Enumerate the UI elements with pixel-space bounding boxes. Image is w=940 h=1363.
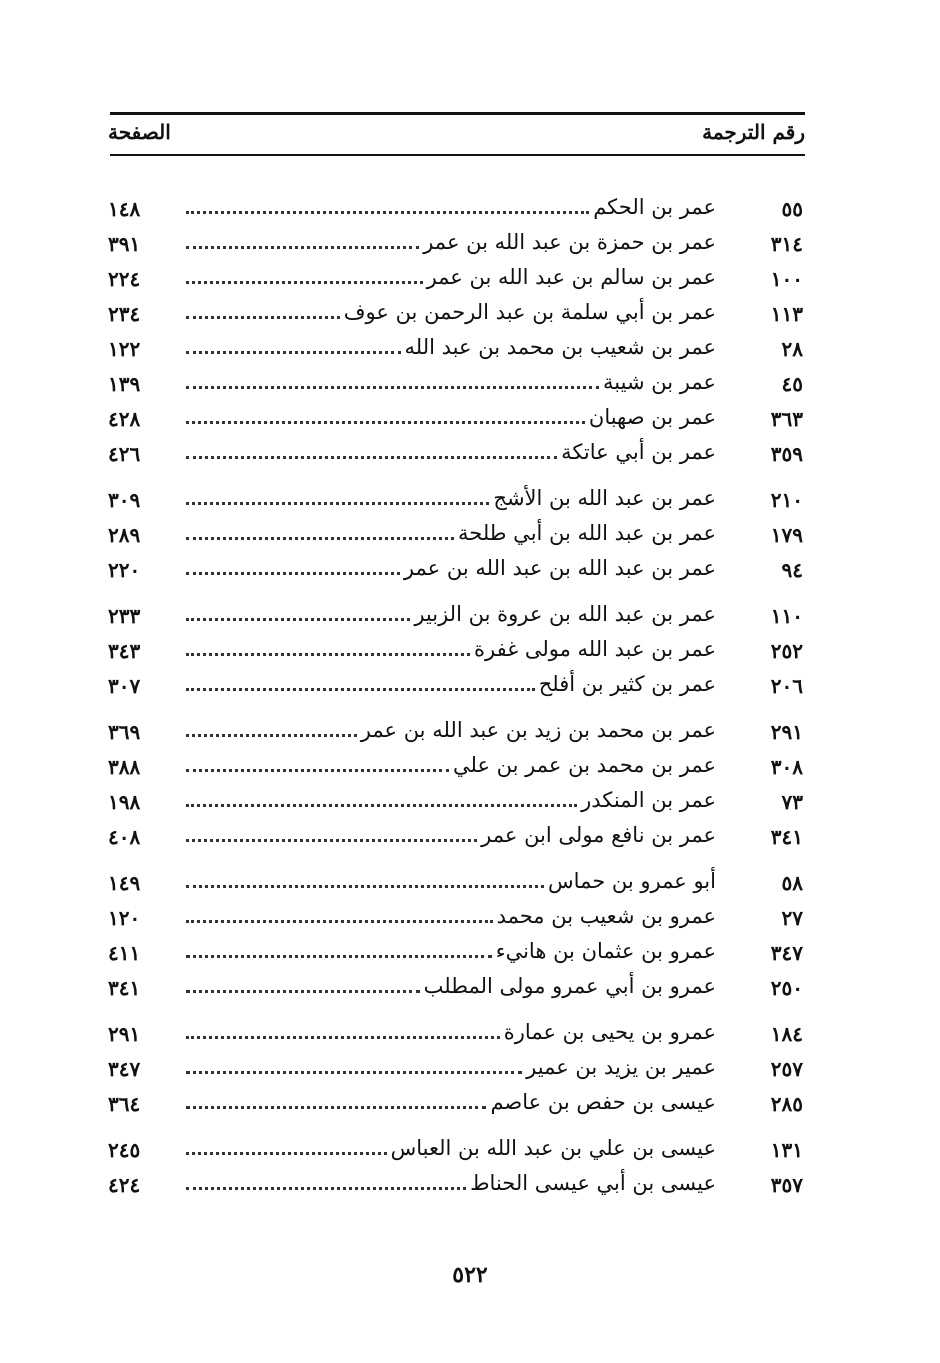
entry-name: عيسى بن أبي عيسى الحناط xyxy=(470,1171,716,1195)
dot-leader xyxy=(186,502,489,505)
entry-group xyxy=(0,193,940,473)
entry-number: ٢٥٢ xyxy=(770,639,803,663)
entry-name: عمر بن أبي عاتكة xyxy=(561,440,716,464)
entry-name-line xyxy=(186,1090,716,1114)
entry-page: ١٤٩ xyxy=(108,871,141,895)
dot-leader xyxy=(186,1036,500,1039)
entry-page: ٢٣٣ xyxy=(108,604,141,628)
index-entries xyxy=(0,193,940,1215)
entry-number: ٢٠٦ xyxy=(770,674,803,698)
dot-leader xyxy=(186,804,577,807)
index-row xyxy=(0,298,940,333)
index-row xyxy=(0,902,940,937)
index-row xyxy=(0,670,940,705)
index-row xyxy=(0,438,940,473)
index-row xyxy=(0,1018,940,1053)
entry-number: ١٧٩ xyxy=(770,523,803,547)
entry-name: عمرو بن أبي عمرو مولى المطلب xyxy=(423,974,716,998)
entry-page: ٣٤١ xyxy=(108,976,141,1000)
entry-name-line xyxy=(186,939,716,963)
dot-leader xyxy=(186,316,340,319)
index-row xyxy=(0,403,940,438)
entry-name: عمر بن صهبان xyxy=(588,405,716,429)
index-row xyxy=(0,821,940,856)
entry-name-line xyxy=(186,1020,716,1044)
entry-number: ٣٦٣ xyxy=(770,407,803,431)
index-row xyxy=(0,1088,940,1123)
entry-name: عيسى بن حفص بن عاصم xyxy=(490,1090,716,1114)
entry-number: ٣٤١ xyxy=(770,825,803,849)
entry-name-line xyxy=(186,1171,716,1195)
dot-leader xyxy=(186,421,585,424)
entry-page: ٣٨٨ xyxy=(108,755,141,779)
index-row xyxy=(0,554,940,589)
entry-name-line xyxy=(186,788,716,812)
dot-leader xyxy=(186,618,410,621)
entry-name-line xyxy=(186,335,716,359)
entry-name-line xyxy=(186,195,716,219)
entry-number: ٥٨ xyxy=(781,871,803,895)
entry-page: ٣٩١ xyxy=(108,232,141,256)
entry-number: ١١٠ xyxy=(770,604,803,628)
index-row xyxy=(0,786,940,821)
index-row xyxy=(0,751,940,786)
index-row xyxy=(0,1169,940,1204)
dot-leader xyxy=(186,990,420,993)
entry-page: ٣٤٣ xyxy=(108,639,141,663)
entry-number: ٢٥٧ xyxy=(770,1057,803,1081)
page-header: الصفحة xyxy=(108,120,171,144)
entry-name-line xyxy=(186,440,716,464)
entry-page: ١٢٠ xyxy=(108,906,141,930)
entry-name-line xyxy=(186,300,716,324)
index-row xyxy=(0,635,940,670)
entry-page: ١٤٨ xyxy=(108,197,141,221)
entry-page: ٢٣٤ xyxy=(108,302,141,326)
entry-page: ٣٤٧ xyxy=(108,1057,141,1081)
entry-group xyxy=(0,1134,940,1204)
entry-name: عمر بن عبد الله بن عبد الله بن عمر xyxy=(403,556,716,580)
entry-name: عمر بن كثير بن أفلح xyxy=(538,672,716,696)
entry-name: عمر بن عبد الله بن الأشج xyxy=(493,486,716,510)
entry-number: ٥٥ xyxy=(781,197,803,221)
dot-leader xyxy=(186,769,449,772)
dot-leader xyxy=(186,839,477,842)
entry-name-line xyxy=(186,904,716,928)
index-row xyxy=(0,519,940,554)
dot-leader xyxy=(186,537,454,540)
entry-page: ٤٢٦ xyxy=(108,442,141,466)
entry-page: ٢٩١ xyxy=(108,1022,141,1046)
entry-number: ٣١٤ xyxy=(770,232,803,256)
entry-name: عمر بن حمزة بن عبد الله بن عمر xyxy=(423,230,716,254)
dot-leader xyxy=(186,688,535,691)
index-row xyxy=(0,333,940,368)
entry-page: ٣٠٩ xyxy=(108,488,141,512)
entry-page: ٤٠٨ xyxy=(108,825,141,849)
entry-page: ١٣٩ xyxy=(108,372,141,396)
entry-page: ٣٠٧ xyxy=(108,674,141,698)
entry-name: عمر بن شيبة xyxy=(603,370,716,394)
dot-leader xyxy=(186,1071,522,1074)
header-bottom-rule xyxy=(110,154,805,156)
entry-name-line xyxy=(186,823,716,847)
index-row xyxy=(0,193,940,228)
dot-leader xyxy=(186,281,423,284)
index-row xyxy=(0,263,940,298)
entry-number: ٢٨٥ xyxy=(770,1092,803,1116)
entry-name-line xyxy=(186,1055,716,1079)
dot-leader xyxy=(186,1152,387,1155)
entry-name-line xyxy=(186,1136,716,1160)
entry-number: ٢١٠ xyxy=(770,488,803,512)
index-row xyxy=(0,867,940,902)
entry-name: عمر بن محمد بن عمر بن علي xyxy=(452,753,716,777)
entry-name: عمرو بن شعيب بن محمد xyxy=(496,904,716,928)
entry-number: ٢٧ xyxy=(781,906,803,930)
entry-name: عمر بن أبي سلمة بن عبد الرحمن بن عوف xyxy=(343,300,716,324)
entry-group xyxy=(0,716,940,856)
dot-leader xyxy=(186,386,599,389)
entry-group xyxy=(0,1018,940,1123)
entry-page: ٢٤٥ xyxy=(108,1138,141,1162)
index-row xyxy=(0,368,940,403)
entry-name: عمرو بن يحيى بن عمارة xyxy=(503,1020,716,1044)
dot-leader xyxy=(186,1106,486,1109)
entry-page: ٤١١ xyxy=(108,941,141,965)
index-row xyxy=(0,228,940,263)
entry-number: ٢٨ xyxy=(781,337,803,361)
dot-leader xyxy=(186,211,589,214)
dot-leader xyxy=(186,456,557,459)
entry-name-line xyxy=(186,602,716,626)
dot-leader xyxy=(186,572,400,575)
entry-name: عمر بن عبد الله مولى غفرة xyxy=(474,637,716,661)
entry-page: ٢٢٠ xyxy=(108,558,141,582)
dot-leader xyxy=(186,955,492,958)
entry-number: ٣٠٨ xyxy=(770,755,803,779)
entry-page: ١٩٨ xyxy=(108,790,141,814)
index-row xyxy=(0,600,940,635)
entry-number-header: رقم الترجمة xyxy=(702,120,805,144)
entry-number: ٧٣ xyxy=(781,790,803,814)
entry-name-line xyxy=(186,974,716,998)
entry-page: ٣٦٩ xyxy=(108,720,141,744)
index-row xyxy=(0,716,940,751)
entry-name-line xyxy=(186,405,716,429)
header-top-rule xyxy=(110,112,805,115)
entry-number: ١٠٠ xyxy=(770,267,803,291)
entry-name-line xyxy=(186,265,716,289)
index-row xyxy=(0,1053,940,1088)
entry-name: عيسى بن علي بن عبد الله بن العباس xyxy=(390,1136,716,1160)
entry-number: ٢٩١ xyxy=(770,720,803,744)
entry-name: عمر بن الحكم xyxy=(593,195,716,219)
entry-group xyxy=(0,600,940,705)
index-row xyxy=(0,937,940,972)
page-number: ٥٢٢ xyxy=(452,1262,488,1288)
entry-name: عمرو بن عثمان بن هانيء xyxy=(495,939,716,963)
entry-number: ١٣١ xyxy=(770,1138,803,1162)
entry-name-line xyxy=(186,718,716,742)
index-row xyxy=(0,1134,940,1169)
dot-leader xyxy=(186,920,493,923)
entry-page: ١٢٢ xyxy=(108,337,141,361)
entry-page: ٤٢٤ xyxy=(108,1173,141,1197)
entry-number: ٣٥٩ xyxy=(770,442,803,466)
index-row xyxy=(0,972,940,1007)
entry-name-line xyxy=(186,753,716,777)
entry-number: ١١٣ xyxy=(770,302,803,326)
entry-name-line xyxy=(186,486,716,510)
entry-number: ٩٤ xyxy=(781,558,803,582)
entry-name: عمر بن محمد بن زيد بن عبد الله بن عمر xyxy=(360,718,716,742)
dot-leader xyxy=(186,653,470,656)
entry-name: عمر بن عبد الله بن أبي طلحة xyxy=(458,521,716,545)
entry-group xyxy=(0,484,940,589)
dot-leader xyxy=(186,246,419,249)
entry-number: ٢٥٠ xyxy=(770,976,803,1000)
entry-name: عمر بن المنكدر xyxy=(581,788,716,812)
entry-name: عمر بن نافع مولى ابن عمر xyxy=(481,823,716,847)
entry-number: ٣٥٧ xyxy=(770,1173,803,1197)
dot-leader xyxy=(186,734,357,737)
entry-name: عمير بن يزيد بن عمير xyxy=(526,1055,716,1079)
entry-name-line xyxy=(186,869,716,893)
entry-page: ٣٦٤ xyxy=(108,1092,141,1116)
dot-leader xyxy=(186,1187,466,1190)
entry-number: ٤٥ xyxy=(781,372,803,396)
entry-name-line xyxy=(186,230,716,254)
entry-name: عمر بن عبد الله بن عروة بن الزبير xyxy=(414,602,716,626)
entry-name-line xyxy=(186,672,716,696)
dot-leader xyxy=(186,351,401,354)
entry-name-line xyxy=(186,556,716,580)
entry-name-line xyxy=(186,521,716,545)
entry-name: أبو عمرو بن حماس xyxy=(548,869,716,893)
entry-name-line xyxy=(186,370,716,394)
entry-number: ١٨٤ xyxy=(770,1022,803,1046)
entry-name: عمر بن سالم بن عبد الله بن عمر xyxy=(426,265,716,289)
dot-leader xyxy=(186,885,544,888)
entry-number: ٣٤٧ xyxy=(770,941,803,965)
entry-name-line xyxy=(186,637,716,661)
entry-name: عمر بن شعيب بن محمد بن عبد الله xyxy=(404,335,716,359)
entry-group xyxy=(0,867,940,1007)
entry-page: ٢٨٩ xyxy=(108,523,141,547)
index-row xyxy=(0,484,940,519)
entry-page: ٤٢٨ xyxy=(108,407,141,431)
entry-page: ٢٢٤ xyxy=(108,267,141,291)
